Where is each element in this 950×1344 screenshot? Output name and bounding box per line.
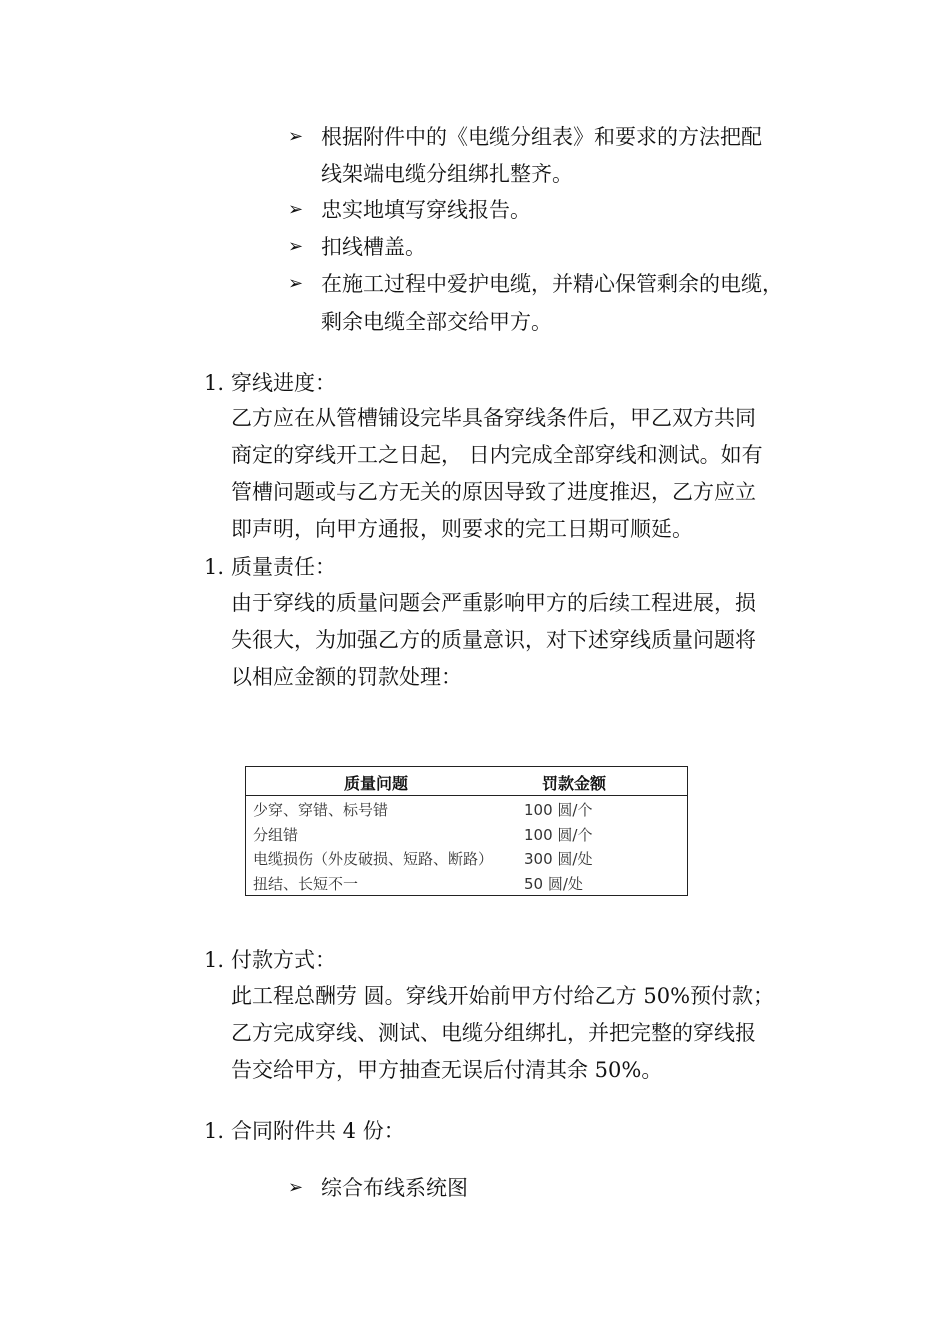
body-line: 告交给甲方，甲方抽查无误后付清其余 50%。: [231, 1058, 663, 1082]
column-header-fine: 罚款金额: [542, 774, 607, 793]
body-line: 管槽问题或与乙方无关的原因导致了进度推迟，乙方应立: [231, 480, 756, 504]
body-line: 由于穿线的质量问题会严重影响甲方的后续工程进展，损: [231, 591, 756, 615]
bullet-arrow-icon: ➢: [288, 126, 304, 147]
body-line: 此工程总酬劳 圆。穿线开始前甲方付给乙方 50%预付款；: [231, 984, 775, 1008]
section-heading: 付款方式：: [231, 948, 336, 972]
body-line: 失很大，为加强乙方的质量意识，对下述穿线质量问题将: [231, 628, 756, 652]
section-number: 1.: [204, 948, 225, 972]
section-number: 1.: [204, 555, 225, 579]
issue-cell: 电缆损伤（外皮破损、短路、断路）: [253, 850, 494, 868]
section-heading: 穿线进度：: [231, 371, 336, 395]
fine-cell: 100 圆/个: [524, 801, 593, 819]
bullet-arrow-icon: ➢: [288, 1177, 304, 1198]
section-body: [231, 400, 763, 548]
bullet-arrow-icon: ➢: [288, 236, 304, 257]
section-body: [231, 585, 756, 696]
issue-cell: 少穿、穿错、标号错: [253, 801, 389, 819]
fine-cell: 300 圆/处: [524, 850, 593, 868]
body-line: 商定的穿线开工之日起， 日内完成全部穿线和测试。如有: [231, 443, 763, 467]
bullet-text: 扣线槽盖。: [321, 235, 426, 259]
fine-cell: 100 圆/个: [524, 825, 593, 844]
bullet-text: 忠实地填写穿线报告。: [321, 198, 531, 222]
bullet-text: 在施工过程中爱护电缆，并精心保管剩余的电缆，: [321, 272, 783, 296]
body-line: 以相应金额的罚款处理：: [231, 665, 462, 689]
table-row: [246, 870, 687, 895]
column-header-issue: 质量问题: [344, 774, 409, 793]
issue-cell: 分组错: [253, 825, 299, 844]
table-row: [246, 821, 687, 846]
bullet-text: 综合布线系统图: [321, 1176, 468, 1200]
issue-cell: 扭结、长短不一: [253, 874, 359, 893]
fine-cell: 50 圆/处: [524, 874, 583, 893]
body-line: 乙方完成穿线、测试、电缆分组绑扎，并把完整的穿线报: [231, 1021, 756, 1045]
section-number: 1.: [204, 1119, 225, 1143]
body-line: 乙方应在从管槽铺设完毕具备穿线条件后，甲乙双方共同: [231, 406, 756, 430]
section-heading: 质量责任：: [231, 555, 336, 579]
bullet-text: 根据附件中的《电缆分组表》和要求的方法把配: [321, 125, 762, 149]
table-row: [246, 796, 687, 821]
penalty-table: [245, 766, 688, 896]
section-body: [231, 978, 774, 1089]
table-row: [246, 845, 687, 870]
section-number: 1.: [204, 371, 225, 395]
body-line: 即声明，向甲方通报，则要求的完工日期可顺延。: [231, 517, 693, 541]
table-header: [246, 767, 687, 796]
bullet-text: 剩余电缆全部交给甲方。: [321, 310, 552, 334]
bullet-arrow-icon: ➢: [288, 199, 304, 220]
bullet-arrow-icon: ➢: [288, 273, 304, 294]
bullet-text: 线架端电缆分组绑扎整齐。: [321, 162, 573, 186]
section-heading: 合同附件共 4 份：: [231, 1119, 405, 1143]
